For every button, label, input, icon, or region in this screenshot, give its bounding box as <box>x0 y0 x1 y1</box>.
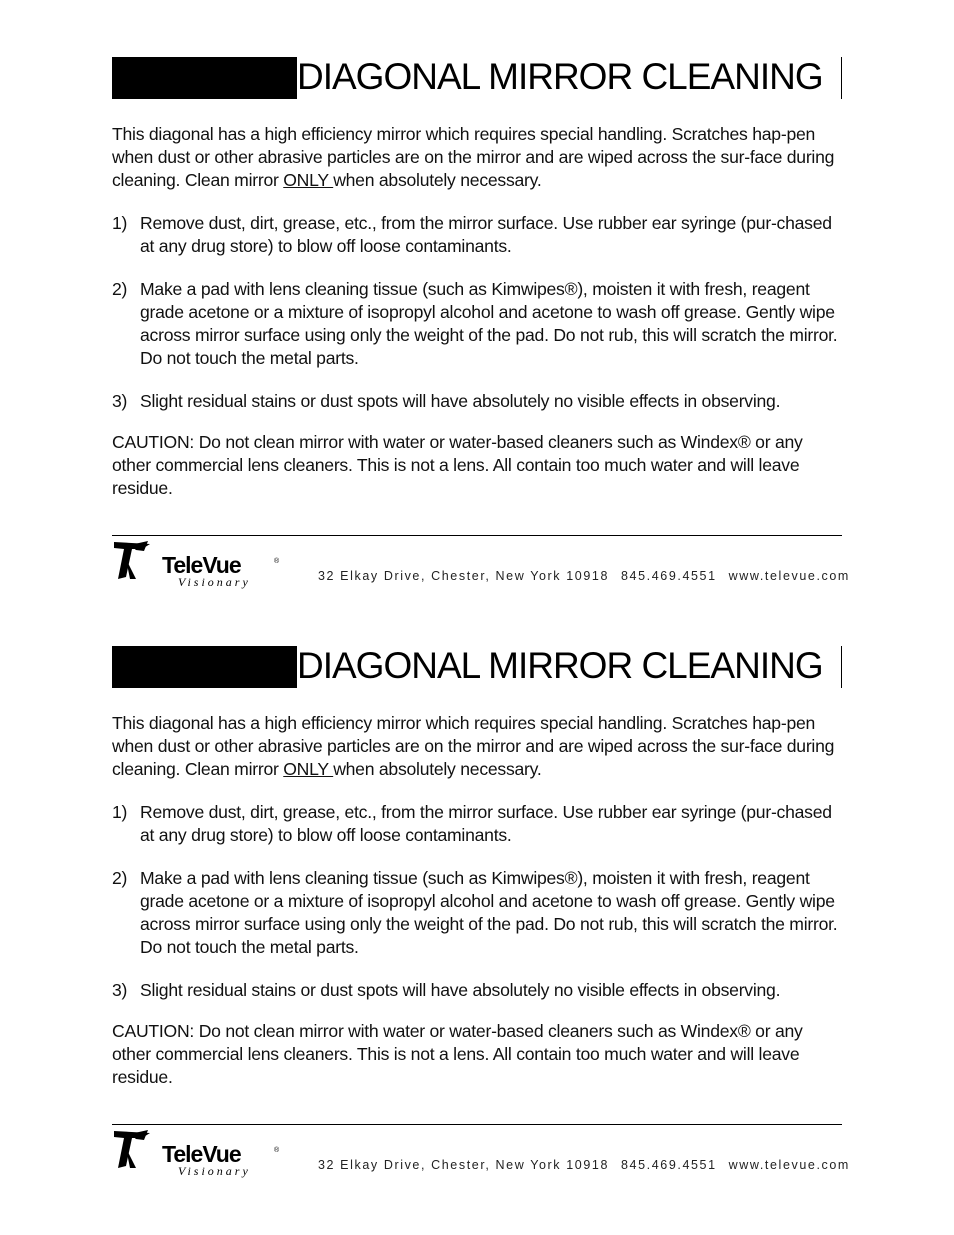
step-text: Make a pad with lens cleaning tissue (such as Kimwipes®), moisten it with fresh, reagent grade acetone or a mixture of isopropyl alcohol and acetone to wash off grease. Gently wipe across mirror surface using only the weight of the pad. Do not rub, this will scratch the mirror. Do not touch the metal parts. <box>140 279 838 368</box>
instructions-body <box>112 712 842 1089</box>
step-text: Remove dust, dirt, grease, etc., from the mirror surface. Use rubber ear syringe (pur-chased at any drug store) to blow off loose contaminants. <box>140 213 832 256</box>
registered-mark: ® <box>274 558 280 565</box>
brand-name: TeleVue <box>162 1141 241 1167</box>
step-number: 2) <box>112 868 128 888</box>
caution-paragraph: CAUTION: Do not clean mirror with water or water-based cleaners such as Windex® or any other commercial lens cleaners. This is not a lens. All contain too much water and will leave residue. <box>112 1021 803 1087</box>
step-number: 3) <box>112 980 128 1000</box>
intro-paragraph <box>112 712 842 781</box>
caution-paragraph: CAUTION: Do not clean mirror with water or water-based cleaners such as Windex® or any other commercial lens cleaners. This is not a lens. All contain too much water and will leave residue. <box>112 432 803 498</box>
street-address: 32 Elkay Drive, Chester, New York 10918 <box>318 1158 609 1172</box>
registered-mark: ® <box>274 1147 280 1154</box>
step-1 <box>112 212 842 258</box>
step-number: 1) <box>112 802 128 822</box>
intro-text: This diagonal has a high efficiency mirror which requires special handling. Scratches hap-pen when dust or other abrasive particles are on the mirror and are wiped across the sur-face during cleaning. Clean mirror <box>112 124 835 190</box>
step-number: 2) <box>112 279 128 299</box>
step-2 <box>112 867 842 959</box>
phone-number: 845.469.4551 <box>621 569 717 583</box>
step-text: Slight residual stains or dust spots will have absolutely no visible effects in observing. <box>140 391 781 411</box>
website: www.televue.com <box>728 569 850 583</box>
page-title: DIAGONAL MIRROR CLEANING <box>297 55 841 99</box>
televue-logo <box>112 539 292 595</box>
intro-text-end: when absolutely necessary. <box>333 170 542 190</box>
televue-emblem-icon <box>114 1130 150 1168</box>
intro-emphasis: ONLY <box>283 170 334 190</box>
footer-divider <box>112 1124 842 1125</box>
street-address: 32 Elkay Drive, Chester, New York 10918 <box>318 569 609 583</box>
instructions-body <box>112 123 842 500</box>
step-text: Remove dust, dirt, grease, etc., from the mirror surface. Use rubber ear syringe (pur-chased at any drug store) to blow off loose contaminants. <box>140 802 832 845</box>
contact-line <box>318 569 850 583</box>
contact-line <box>318 1158 850 1172</box>
step-text: Make a pad with lens cleaning tissue (such as Kimwipes®), moisten it with fresh, reagent grade acetone or a mixture of isopropyl alcohol and acetone to wash off grease. Gently wipe across mirror surface using only the weight of the pad. Do not rub, this will scratch the mirror. Do not touch the metal parts. <box>140 868 838 957</box>
brand-tagline: Visionary <box>178 575 251 589</box>
footer-divider <box>112 535 842 536</box>
step-number: 3) <box>112 391 128 411</box>
step-3 <box>112 390 842 413</box>
intro-text-end: when absolutely necessary. <box>333 759 542 779</box>
document-copy-top <box>112 56 850 589</box>
step-number: 1) <box>112 213 128 233</box>
page-title: DIAGONAL MIRROR CLEANING <box>297 644 841 688</box>
title-bar <box>112 646 842 688</box>
brand-tagline: Visionary <box>178 1164 251 1178</box>
step-3 <box>112 979 842 1002</box>
televue-logo <box>112 1128 292 1184</box>
intro-text: This diagonal has a high efficiency mirror which requires special handling. Scratches hap-pen when dust or other abrasive particles are on the mirror and are wiped across the sur-face during cleaning. Clean mirror <box>112 713 835 779</box>
title-bar <box>112 57 842 99</box>
step-2 <box>112 278 842 370</box>
intro-paragraph <box>112 123 842 192</box>
brand-name: TeleVue <box>162 552 241 578</box>
website: www.televue.com <box>728 1158 850 1172</box>
step-1 <box>112 801 842 847</box>
televue-emblem-icon <box>114 541 150 579</box>
document-copy-bottom <box>112 645 850 1178</box>
step-text: Slight residual stains or dust spots will have absolutely no visible effects in observing. <box>140 980 781 1000</box>
phone-number: 845.469.4551 <box>621 1158 717 1172</box>
intro-emphasis: ONLY <box>283 759 334 779</box>
